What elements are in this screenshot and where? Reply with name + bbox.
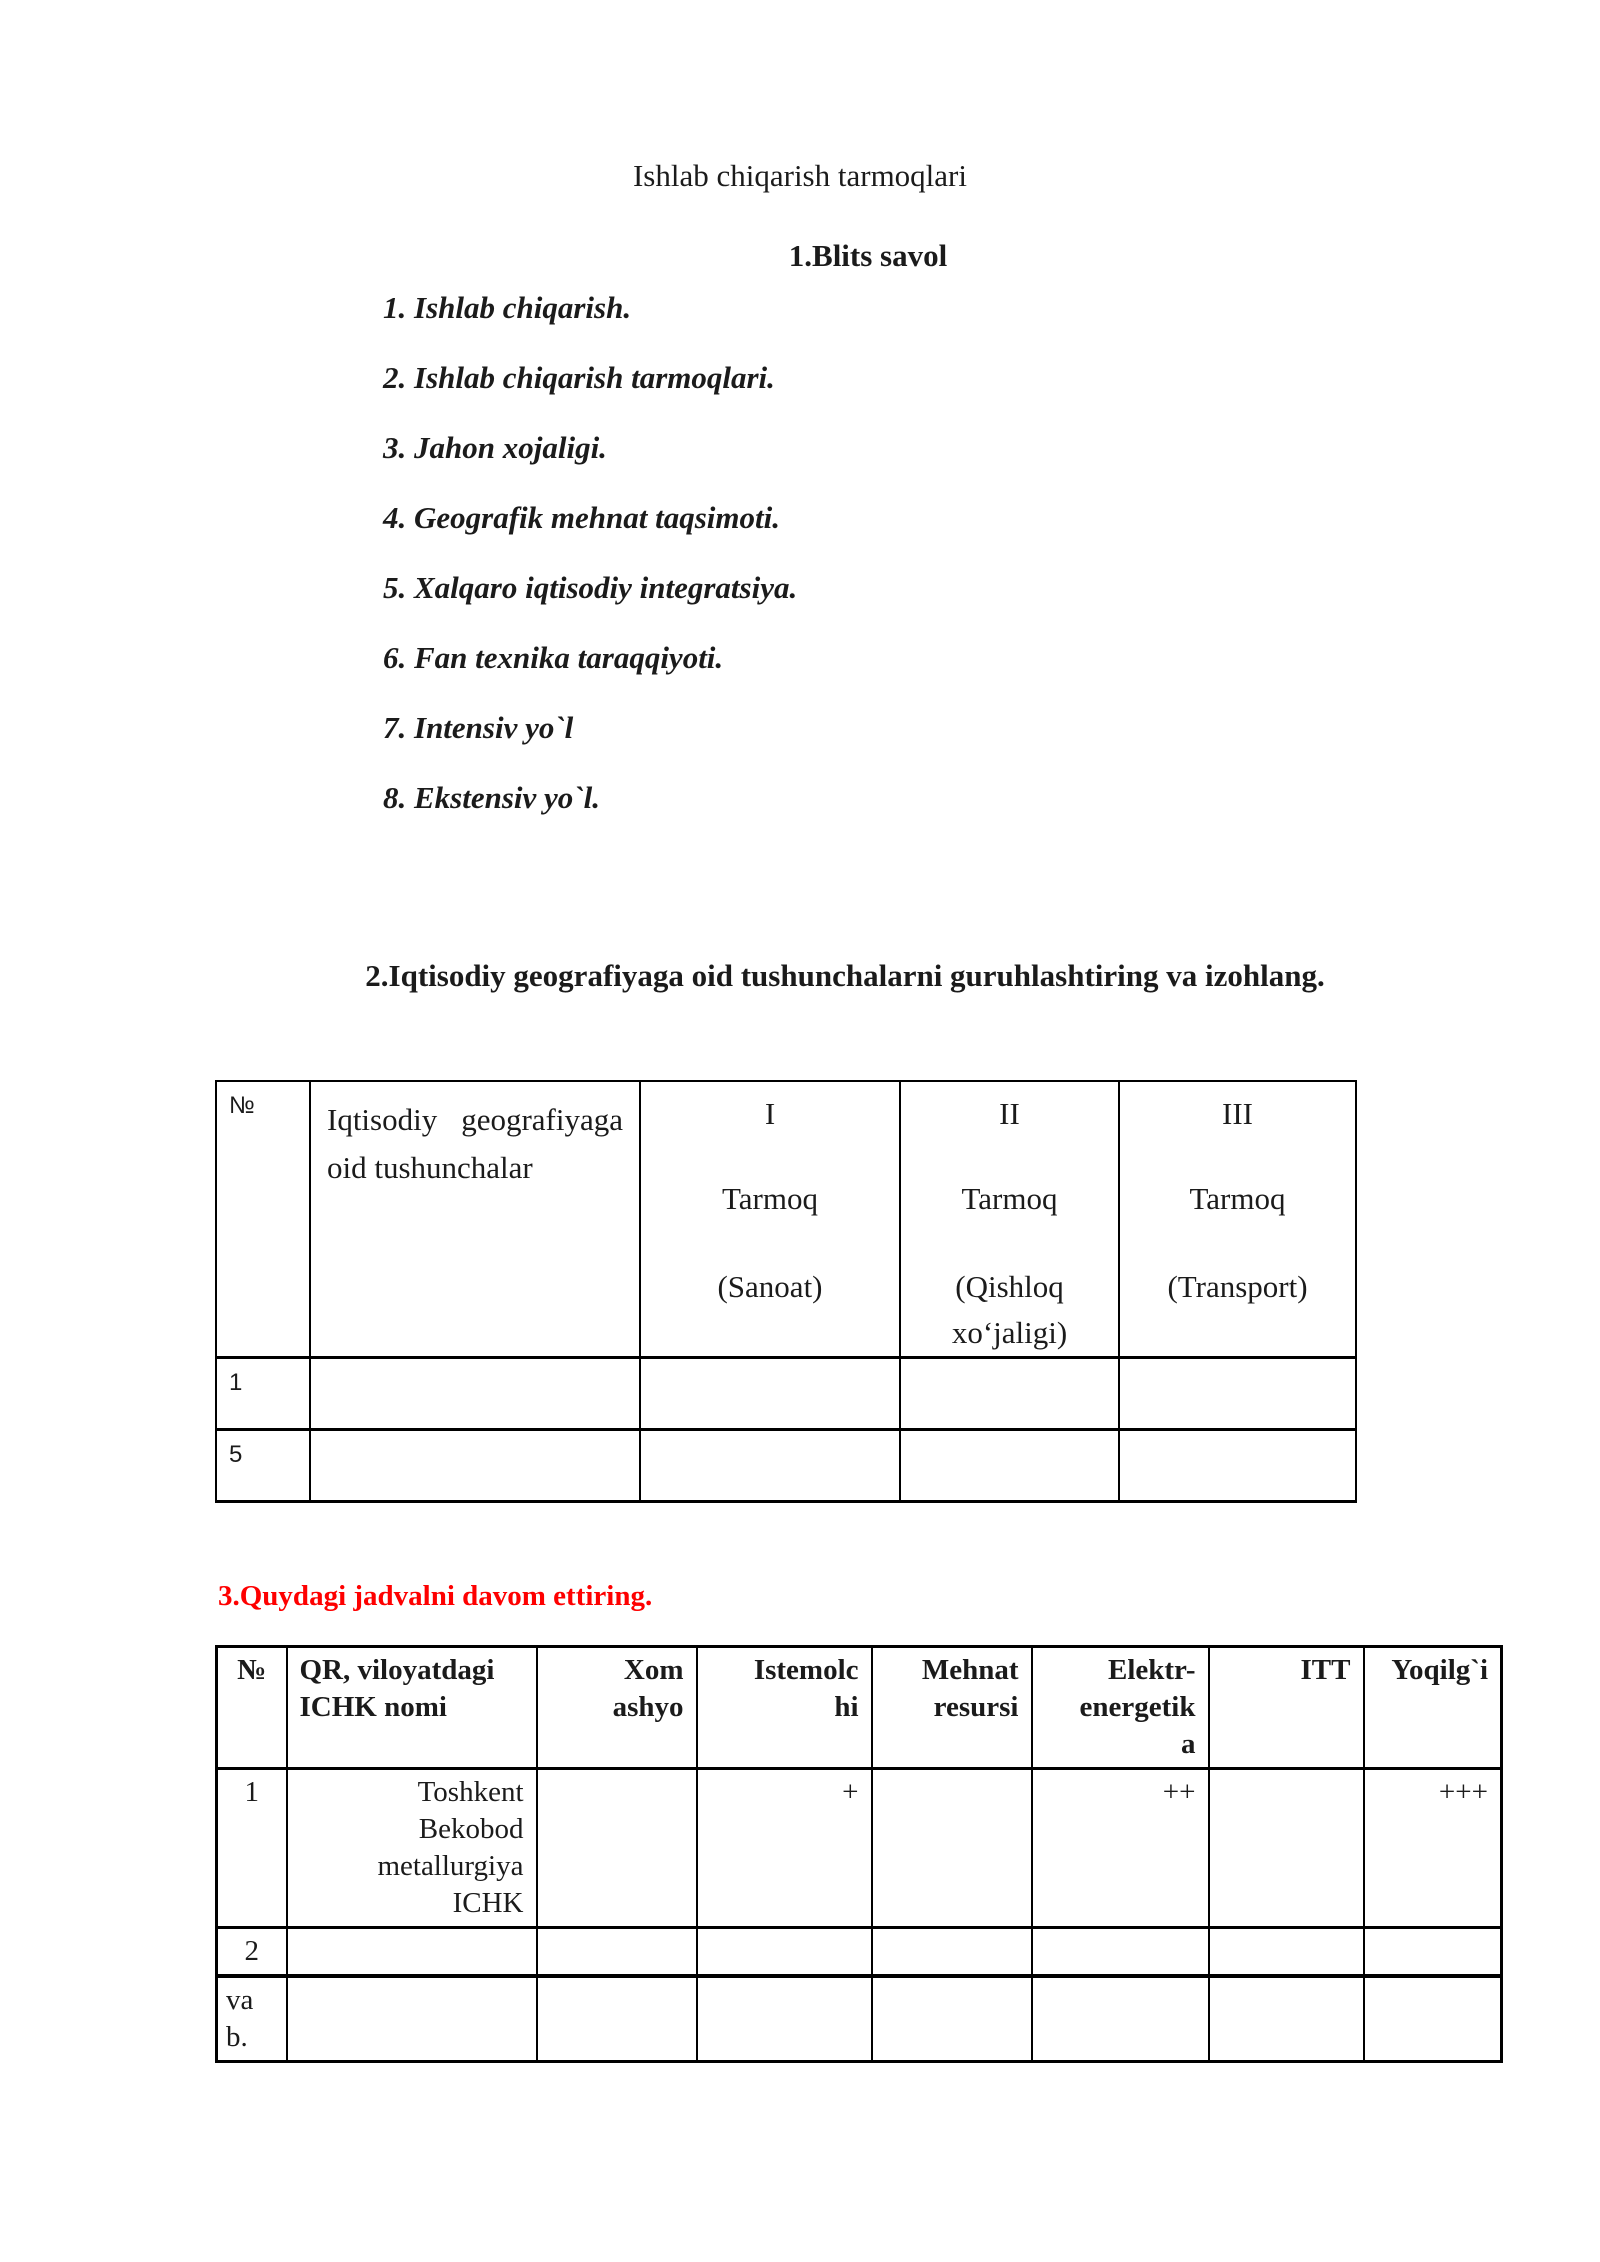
group-subtitle: (Qishloq xoʻjaligi) (951, 1269, 1068, 1350)
row-number-cell: 5 (216, 1430, 310, 1502)
mehnat-resursi-cell (872, 1928, 1032, 1977)
col-header-xom-ashyo: Xom ashyo (537, 1647, 697, 1769)
col-header-elektr-energetika (1032, 1647, 1209, 1769)
col-header-istemolchi-text: Istemolchi (753, 1654, 859, 1723)
col-header-concepts: Iqtisodiy geografiyaga oid tushunchalar (310, 1081, 640, 1358)
empty-cell (900, 1358, 1119, 1430)
xom-ashyo-cell (537, 1928, 697, 1977)
ichk-table (215, 1645, 1503, 2063)
row-number-cell (217, 1976, 287, 2062)
section3-heading: 3.Quydagi jadvalni davom ettiring. (218, 1580, 653, 1612)
list-item: 1. Ishlab chiqarish. (383, 290, 632, 325)
section1-heading: 1.Blits savol (788, 238, 948, 273)
col-header-no: № (216, 1081, 310, 1358)
table-header-row (216, 1081, 1356, 1358)
elektr-energetika-cell (1032, 1976, 1209, 2062)
group-subtitle: (Sanoat) (717, 1269, 823, 1304)
col-header-ichk-name: QR, viloyatdagi ICHK nomi (287, 1647, 537, 1769)
page-title: Ishlab chiqarish tarmoqlari (632, 158, 967, 193)
group-name: Tarmoq (722, 1181, 818, 1216)
list-item: 8. Ekstensiv yo`l. (383, 780, 600, 815)
itt-cell (1209, 1928, 1364, 1977)
list-item: 7. Intensiv yo`l (383, 710, 574, 745)
blits-question-list (383, 292, 797, 852)
col-header-yoqilgi: Yoqilg`i (1364, 1647, 1502, 1769)
empty-cell (1119, 1430, 1356, 1502)
table-row (217, 1928, 1502, 1977)
row-number-cell: 1 (216, 1358, 310, 1430)
list-item: 5. Xalqaro iqtisodiy integratsiya. (383, 570, 798, 605)
row-number-text: va b. (226, 1984, 254, 2053)
yoqilgi-cell (1364, 1976, 1502, 2062)
xom-ashyo-cell (537, 1769, 697, 1928)
xom-ashyo-cell (537, 1976, 697, 2062)
empty-cell (900, 1430, 1119, 1502)
empty-cell (310, 1430, 640, 1502)
list-item: 4. Geografik mehnat taqsimoti. (383, 500, 780, 535)
yoqilgi-cell (1364, 1928, 1502, 1977)
mehnat-resursi-cell (872, 1976, 1032, 2062)
elektr-energetika-cell: ++ (1032, 1769, 1209, 1928)
col-header-group-2 (900, 1081, 1119, 1358)
ichk-name-cell (287, 1976, 537, 2062)
col-header-mehnat-resursi: Mehnat resursi (872, 1647, 1032, 1769)
mehnat-resursi-cell (872, 1769, 1032, 1928)
table-row (216, 1358, 1356, 1430)
section2-heading: 2.Iqtisodiy geografiyaga oid tushunchalarni guruhlashtiring va izohlang. (365, 958, 1325, 993)
istemolchi-cell (697, 1976, 872, 2062)
empty-cell (310, 1358, 640, 1430)
col-header-elektr-text: Elektr-energetika (1079, 1654, 1196, 1760)
empty-cell (640, 1358, 900, 1430)
list-item: 3. Jahon xojaligi. (383, 430, 607, 465)
istemolchi-cell (697, 1928, 872, 1977)
row-number-cell: 1 (217, 1769, 287, 1928)
col-header-no: № (217, 1647, 287, 1769)
table-row (217, 1976, 1502, 2062)
yoqilgi-cell: +++ (1364, 1769, 1502, 1928)
itt-cell (1209, 1769, 1364, 1928)
col-header-group-3 (1119, 1081, 1356, 1358)
itt-cell (1209, 1976, 1364, 2062)
ichk-name-cell (287, 1769, 537, 1928)
row-number-cell: 2 (217, 1928, 287, 1977)
ichk-name-cell (287, 1928, 537, 1977)
table-row (217, 1769, 1502, 1928)
table-header-row (217, 1647, 1502, 1769)
group-subtitle: (Transport) (1167, 1269, 1308, 1304)
group-numeral: III (1222, 1096, 1253, 1131)
list-item: 2. Ishlab chiqarish tarmoqlari. (383, 360, 775, 395)
empty-cell (640, 1430, 900, 1502)
elektr-energetika-cell (1032, 1928, 1209, 1977)
group-name: Tarmoq (1189, 1181, 1286, 1216)
group-numeral: II (999, 1096, 1020, 1131)
col-header-istemolchi (697, 1647, 872, 1769)
istemolchi-cell: + (697, 1769, 872, 1928)
ichk-name-text: Toshkent Bekobod metallurgiya ICHK (377, 1776, 524, 1919)
table-row (216, 1430, 1356, 1502)
col-header-itt: ITT (1209, 1647, 1364, 1769)
group-numeral: I (764, 1096, 776, 1131)
col-header-group-1 (640, 1081, 900, 1358)
list-item: 6. Fan texnika taraqqiyoti. (383, 640, 724, 675)
group-name: Tarmoq (961, 1181, 1058, 1216)
concepts-table (215, 1080, 1357, 1503)
empty-cell (1119, 1358, 1356, 1430)
